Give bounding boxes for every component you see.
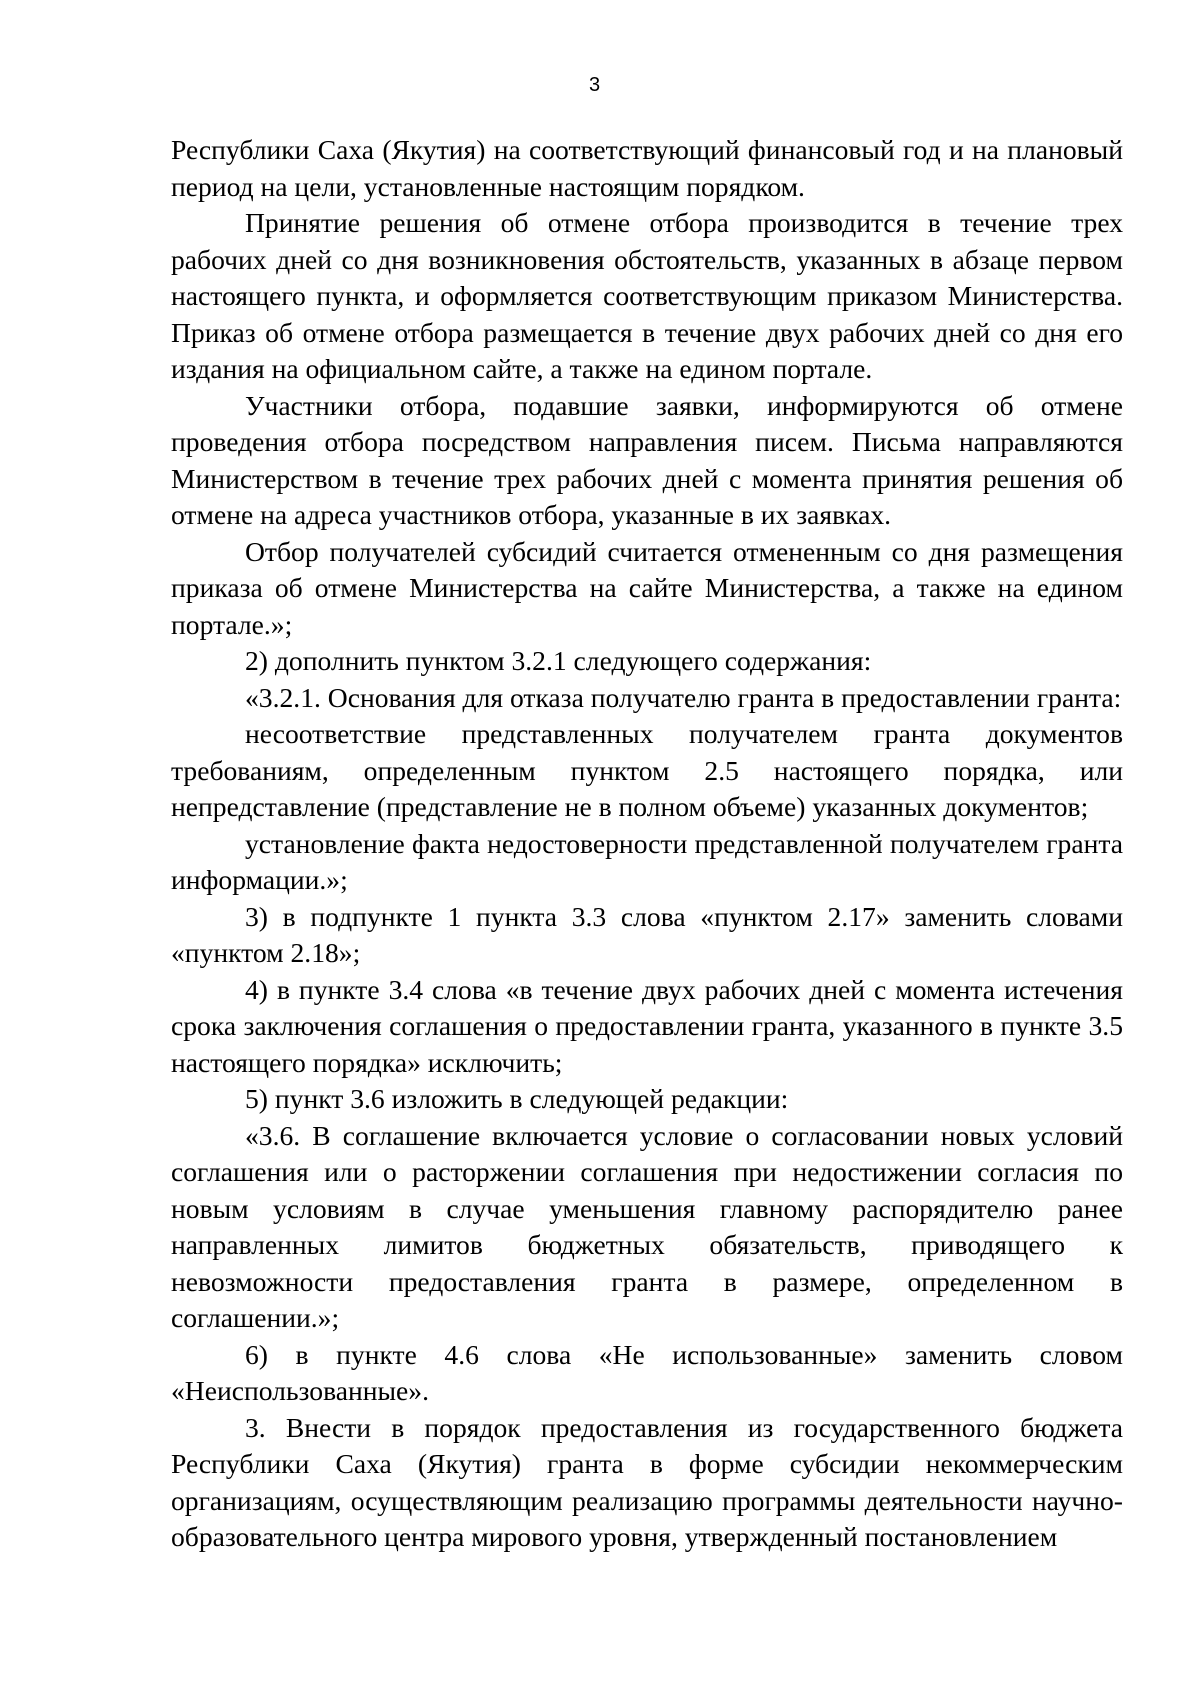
paragraph: несоответствие представленных получателем гранта документов требованиям, определенным пунктом 2.5 настоящего порядка, или непредставление (представление не в полном объеме) указанных документов; [171,718,1123,822]
paragraph: «3.2.1. Основания для отказа получателю гранта в предоставлении гранта: [245,681,1122,713]
paragraph: 2) дополнить пунктом 3.2.1 следующего содержания: [245,645,872,676]
paragraph: Принятие решения об отмене отбора производится в течение трех рабочих дней со дня возникновения обстоятельств, указанных в абзаце первом настоящего пункта, и оформляется соответствующим приказом Министерства. Приказ об отмене отбора размещается в течение двух рабочих дней со дня его издания на официальном сайте, а также на едином портале. [171,207,1123,384]
paragraph-continuation: Республики Саха (Якутия) на соответствующий финансовый год и на плановый период на цели, установленные настоящим порядком. [171,134,1123,202]
paragraph: 3. Внести в порядок предоставления из государственного бюджета Республики Саха (Якутия) гранта в форме субсидии некоммерческим организациям, осуществляющим реализацию программы деятельности научно-образовательного центра мирового уровня, утвержденный постановлением [171,1411,1123,1552]
paragraph: 4) в пункте 3.4 слова «в течение двух рабочих дней с момента истечения срока заключения соглашения о предоставлении гранта, указанного в пункте 3.5 настоящего порядка» исключить; [171,973,1123,1078]
paragraph: 6) в пункте 4.6 слова «Не использованные» заменить словом «Неиспользованные». [171,1338,1123,1406]
page-number: 3 [588,74,601,96]
paragraph: 5) пункт 3.6 изложить в следующей редакции: [245,1083,789,1114]
paragraph: Отбор получателей субсидий считается отмененным со дня размещения приказа об отмене Министерства на сайте Министерства, а также на едином портале.»; [171,535,1123,640]
document-body [171,132,1123,1556]
paragraph: 3) в подпункте 1 пункта 3.3 слова «пунктом 2.17» заменить словами «пунктом 2.18»; [171,900,1123,968]
paragraph: установление факта недостоверности представленной получателем гранта информации.»; [171,827,1123,895]
paragraph: «3.6. В соглашение включается условие о согласовании новых условий соглашения или о расторжении соглашения при недостижении согласия по новым условиям в случае уменьшения главному распорядителю ранее направленных лимитов бюджетных обязательств, приводящего к невозможности предоставления гранта в размере, определенном в соглашении.»; [171,1119,1123,1333]
paragraph: Участники отбора, подавшие заявки, информируются об отмене проведения отбора посредством направления писем. Письма направляются Министерством в течение трех рабочих дней с момента принятия решения об отмене на адреса участников отбора, указанные в их заявках. [171,389,1123,530]
